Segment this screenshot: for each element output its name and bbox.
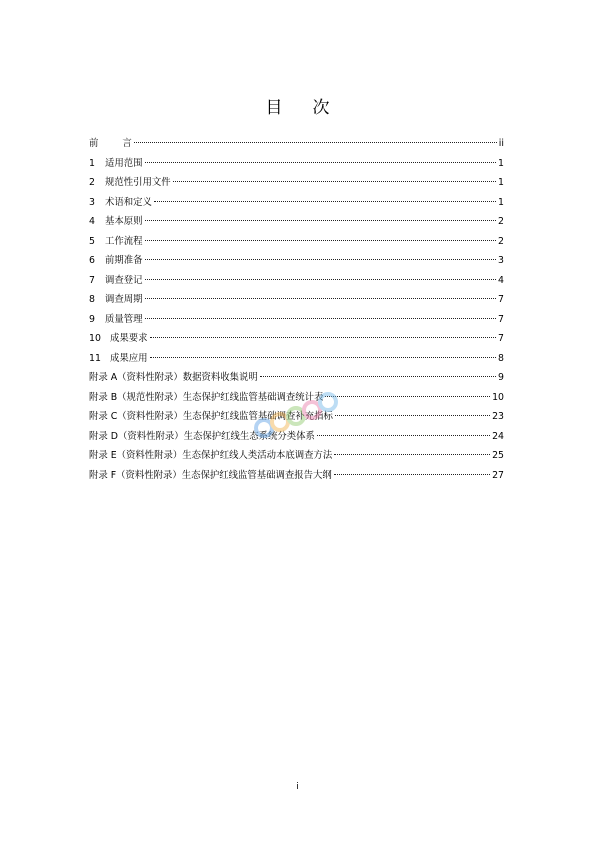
toc-entry[interactable] bbox=[89, 251, 504, 271]
toc-leader bbox=[145, 162, 497, 163]
toc-appendix-entry[interactable] bbox=[89, 466, 504, 486]
toc-leader bbox=[260, 376, 496, 377]
toc-leader bbox=[134, 142, 497, 143]
toc-appendix-label: 附录 D（资料性附录）生态保护红线生态系统分类体系 bbox=[89, 430, 315, 442]
toc-entry[interactable] bbox=[89, 232, 504, 252]
toc-entry-label: 调查周期 bbox=[105, 294, 143, 305]
toc-title bbox=[0, 93, 595, 118]
toc-entry-number: 6 bbox=[89, 255, 95, 266]
toc-entry-number: 10 bbox=[89, 333, 101, 344]
toc-entry-preface[interactable] bbox=[89, 134, 504, 154]
toc-entry-number: 8 bbox=[89, 294, 95, 305]
toc-entry-page: 4 bbox=[498, 274, 504, 286]
toc-entry-label: 质量管理 bbox=[105, 313, 143, 325]
toc-title-char-1: 目 bbox=[265, 98, 283, 118]
toc-appendix-page: 25 bbox=[492, 450, 504, 461]
toc-entry-page: 7 bbox=[498, 294, 504, 305]
toc-entry-number: 5 bbox=[89, 235, 95, 247]
page-number: i bbox=[296, 782, 299, 792]
toc-entry[interactable] bbox=[89, 212, 504, 232]
toc-appendix-page: 9 bbox=[498, 372, 504, 383]
toc-title-char-2: 次 bbox=[312, 98, 330, 118]
toc-appendix-label: 附录 E（资料性附录）生态保护红线人类活动本底调查方法 bbox=[89, 450, 333, 461]
toc-entry-label: 术语和定义 bbox=[105, 196, 152, 208]
toc-entry-number: 9 bbox=[89, 313, 95, 325]
toc-leader bbox=[325, 396, 490, 397]
toc-leader bbox=[150, 337, 497, 338]
toc-appendix-label: 附录 B（规范性附录）生态保护红线监管基础调查统计表 bbox=[89, 391, 324, 403]
toc-leader bbox=[145, 279, 497, 280]
toc-entry[interactable] bbox=[89, 310, 504, 330]
toc-appendix-page: 23 bbox=[492, 411, 504, 422]
toc-entry-number: 1 bbox=[89, 157, 95, 169]
toc-appendix-page: 10 bbox=[492, 391, 504, 403]
toc-leader bbox=[145, 240, 497, 241]
toc-leader bbox=[154, 201, 496, 202]
toc-entry-label: 调查登记 bbox=[105, 274, 143, 286]
toc-entry[interactable] bbox=[89, 349, 504, 369]
toc-entry-number: 11 bbox=[89, 352, 101, 364]
toc-entry-label: 工作流程 bbox=[105, 235, 143, 247]
toc-leader bbox=[145, 318, 497, 319]
toc-entry[interactable] bbox=[89, 271, 504, 291]
toc-entry-page: 1 bbox=[498, 157, 504, 169]
toc-leader bbox=[335, 415, 490, 416]
toc-appendix-label: 附录 F（资料性附录）生态保护红线监管基础调查报告大纲 bbox=[89, 469, 332, 481]
toc-entry[interactable] bbox=[89, 193, 504, 213]
toc-entry-number: 3 bbox=[89, 196, 95, 208]
toc-entry-label: 基本原则 bbox=[105, 216, 143, 227]
toc-appendix-page: 24 bbox=[492, 430, 504, 442]
toc-leader bbox=[334, 474, 490, 475]
toc-appendix-page: 27 bbox=[492, 469, 504, 481]
watermark-logo-icon bbox=[252, 388, 348, 450]
toc-entry-page: 8 bbox=[498, 352, 504, 364]
toc-entry[interactable] bbox=[89, 290, 504, 310]
toc-entry[interactable] bbox=[89, 154, 504, 174]
toc-leader bbox=[334, 454, 490, 455]
toc-appendix-label: 附录 A（资料性附录）数据资料收集说明 bbox=[89, 372, 258, 383]
toc-entry-number: 4 bbox=[89, 216, 95, 227]
toc-entry-label: 成果要求 bbox=[110, 333, 148, 344]
toc-entry-page: 1 bbox=[498, 177, 504, 188]
toc-entry-label: 成果应用 bbox=[110, 352, 148, 364]
toc-entry[interactable] bbox=[89, 329, 504, 349]
toc-entry-label: 前 言 bbox=[89, 138, 132, 149]
toc-entry-page: 2 bbox=[498, 216, 504, 227]
toc-entry-page: 7 bbox=[498, 333, 504, 344]
toc-leader bbox=[173, 181, 496, 182]
toc-leader bbox=[145, 220, 497, 221]
toc-leader bbox=[145, 298, 497, 299]
toc-entry-label: 规范性引用文件 bbox=[105, 177, 171, 188]
toc-entry-page: 1 bbox=[498, 196, 504, 208]
toc-entry-number: 7 bbox=[89, 274, 95, 286]
toc-entry[interactable] bbox=[89, 173, 504, 193]
toc-leader bbox=[145, 259, 497, 260]
toc-entry-page: 2 bbox=[498, 235, 504, 247]
toc-leader bbox=[150, 357, 497, 358]
toc-appendix-label: 附录 C（资料性附录）生态保护红线监管基础调查补充指标 bbox=[89, 411, 333, 422]
toc-entry-number: 2 bbox=[89, 177, 95, 188]
toc-entry-page: 7 bbox=[498, 313, 504, 325]
toc-entry-page: ii bbox=[498, 138, 504, 149]
toc-appendix-entry[interactable] bbox=[89, 368, 504, 388]
toc-entry-page: 3 bbox=[498, 255, 504, 266]
toc-entry-label: 前期准备 bbox=[105, 255, 143, 266]
toc-entry-label: 适用范围 bbox=[105, 157, 143, 169]
